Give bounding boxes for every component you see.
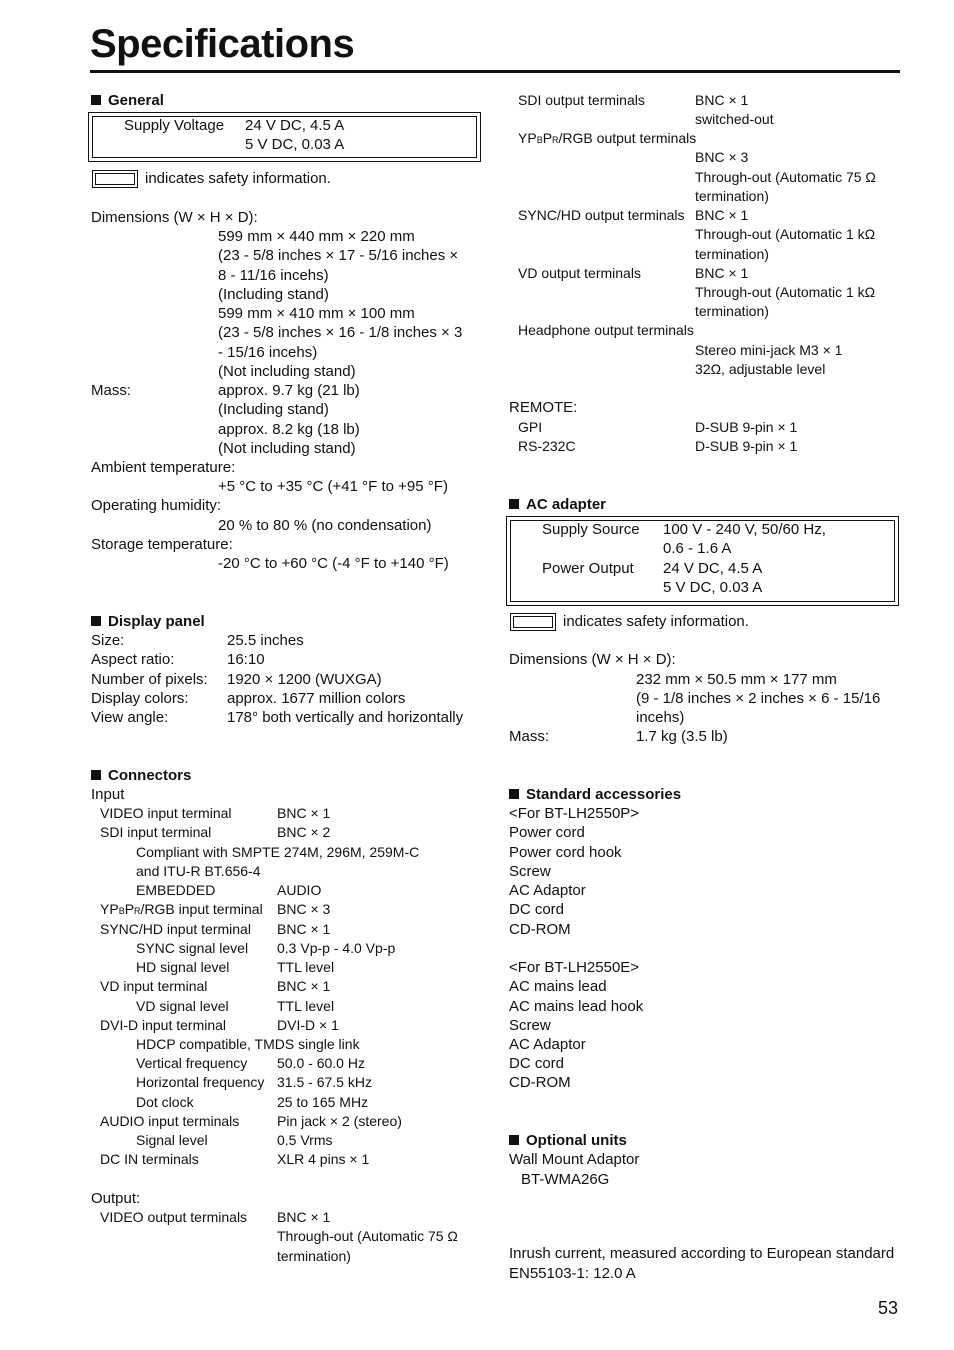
connector-value: BNC × 1 bbox=[277, 805, 331, 821]
display-row-value: 16:10 bbox=[227, 651, 265, 668]
supply-source-label: Supply Source bbox=[542, 521, 640, 538]
connector-value: BNC × 1 bbox=[277, 978, 331, 994]
connector-value: D-SUB 9-pin × 1 bbox=[695, 419, 798, 435]
power-output-value: 5 V DC, 0.03 A bbox=[663, 579, 763, 596]
accessory-item: DC cord bbox=[509, 1055, 565, 1072]
ypbpr-part: P bbox=[124, 901, 135, 917]
connector-value: TTL level bbox=[277, 959, 335, 975]
humidity-label: Operating humidity: bbox=[91, 497, 222, 514]
mass-line: approx. 9.7 kg (21 lb) bbox=[218, 382, 360, 399]
connector-note: switched-out bbox=[695, 111, 774, 127]
dimensions-line: (Including stand) bbox=[218, 286, 329, 303]
dimensions-line: 599 mm × 440 mm × 220 mm bbox=[218, 228, 415, 245]
connector-value: 32Ω, adjustable level bbox=[695, 361, 826, 377]
dimensions-line: (23 - 5/8 inches × 17 - 5/16 inches × bbox=[218, 247, 459, 264]
safety-symbol-icon bbox=[92, 170, 138, 188]
storage-label: Storage temperature: bbox=[91, 536, 233, 553]
page-number: 53 bbox=[878, 1298, 899, 1318]
connector-value: BNC × 1 bbox=[695, 265, 749, 281]
optional-model: BT-WMA26G bbox=[521, 1171, 610, 1188]
inrush-line-1: Inrush current, measured according to European standard bbox=[509, 1245, 895, 1262]
accessory-item: CD-ROM bbox=[509, 921, 571, 938]
connector-note: Through-out (Automatic 75 Ω bbox=[277, 1228, 458, 1244]
accessory-item: Power cord hook bbox=[509, 844, 622, 861]
display-row-value: 25.5 inches bbox=[227, 632, 304, 649]
connector-value: TTL level bbox=[277, 998, 335, 1014]
connector-value: BNC × 1 bbox=[277, 1209, 331, 1225]
connector-note: Compliant with SMPTE 274M, 296M, 259M-C bbox=[136, 844, 420, 860]
accessory-item: DC cord bbox=[509, 901, 565, 918]
connector-name: VIDEO output terminals bbox=[100, 1209, 248, 1225]
connector-value: 25 to 165 MHz bbox=[277, 1094, 369, 1110]
connector-name: VD input terminal bbox=[100, 978, 208, 994]
connector-name: AUDIO input terminals bbox=[100, 1113, 240, 1129]
square-bullet-icon bbox=[91, 770, 101, 780]
connector-name: SDI input terminal bbox=[100, 824, 212, 840]
dimensions-line: 599 mm × 410 mm × 100 mm bbox=[218, 305, 415, 322]
connector-name: VIDEO input terminal bbox=[100, 805, 232, 821]
connector-value: BNC × 3 bbox=[695, 149, 749, 165]
ypbpr-sub: B bbox=[118, 906, 125, 916]
connector-name: GPI bbox=[518, 419, 543, 435]
square-bullet-icon bbox=[509, 499, 519, 509]
supply-voltage-value-1: 24 V DC, 4.5 A bbox=[245, 117, 345, 134]
ypbpr-sub: B bbox=[536, 135, 543, 145]
inrush-line-2: EN55103-1: 12.0 A bbox=[509, 1265, 636, 1282]
square-bullet-icon bbox=[509, 1135, 519, 1145]
connector-name: Signal level bbox=[136, 1132, 208, 1148]
display-row-value: 178° both vertically and horizontally bbox=[227, 709, 464, 726]
accessories-model-e: <For BT-LH2550E> bbox=[509, 959, 640, 976]
mass-line: (Not including stand) bbox=[218, 440, 356, 457]
input-label: Input bbox=[91, 786, 125, 803]
connector-name: RS-232C bbox=[518, 438, 576, 454]
optional-heading-text: Optional units bbox=[526, 1132, 627, 1149]
mass-line: approx. 8.2 kg (18 lb) bbox=[218, 421, 360, 438]
ypbpr-part: YP bbox=[100, 901, 119, 917]
ac-dimensions-line: 232 mm × 50.5 mm × 177 mm bbox=[636, 671, 837, 688]
connector-note: HDCP compatible, TMDS single link bbox=[136, 1036, 360, 1052]
connector-value: BNC × 2 bbox=[277, 824, 331, 840]
connectors-heading bbox=[91, 766, 191, 785]
square-bullet-icon bbox=[91, 95, 101, 105]
connector-value: DVI-D × 1 bbox=[277, 1017, 339, 1033]
optional-item: Wall Mount Adaptor bbox=[509, 1151, 640, 1168]
connector-note: termination) bbox=[695, 303, 769, 319]
connector-value: AUDIO bbox=[277, 882, 322, 898]
accessory-item: AC mains lead bbox=[509, 978, 607, 995]
display-row-label: Aspect ratio: bbox=[91, 651, 175, 668]
connector-note: termination) bbox=[695, 246, 769, 262]
square-bullet-icon bbox=[91, 616, 101, 626]
connector-note: termination) bbox=[277, 1248, 351, 1264]
mass-label: Mass: bbox=[91, 382, 132, 399]
accessories-model-p: <For BT-LH2550P> bbox=[509, 805, 640, 822]
connector-value: Pin jack × 2 (stereo) bbox=[277, 1113, 402, 1129]
ypbpr-part: P bbox=[542, 130, 553, 146]
power-output-value: 24 V DC, 4.5 A bbox=[663, 560, 763, 577]
connector-name: DC IN terminals bbox=[100, 1151, 199, 1167]
connector-value: D-SUB 9-pin × 1 bbox=[695, 438, 798, 454]
dimensions-label: Dimensions (W × H × D): bbox=[91, 209, 258, 226]
storage-value: -20 °C to +60 °C (-4 °F to +140 °F) bbox=[218, 555, 449, 572]
humidity-value: 20 % to 80 % (no condensation) bbox=[218, 517, 432, 534]
supply-source-value: 100 V - 240 V, 50/60 Hz, bbox=[663, 521, 826, 538]
display-row-label: Number of pixels: bbox=[91, 671, 208, 688]
accessory-item: CD-ROM bbox=[509, 1074, 571, 1091]
dimensions-line: (Not including stand) bbox=[218, 363, 356, 380]
display-row-value: approx. 1677 million colors bbox=[227, 690, 406, 707]
connector-value: BNC × 1 bbox=[277, 921, 331, 937]
display-row-label: Display colors: bbox=[91, 690, 189, 707]
ypbpr-part: /RGB output terminals bbox=[558, 130, 697, 146]
display-heading-text: Display panel bbox=[108, 613, 205, 630]
connector-value: BNC × 3 bbox=[277, 901, 331, 917]
general-heading-text: General bbox=[108, 92, 164, 109]
supply-voltage-value-2: 5 V DC, 0.03 A bbox=[245, 136, 345, 153]
connector-value: XLR 4 pins × 1 bbox=[277, 1151, 370, 1167]
connector-note: Through-out (Automatic 1 kΩ bbox=[695, 284, 876, 300]
ac-dimensions-line: incehs) bbox=[636, 709, 685, 726]
connector-name: Vertical frequency bbox=[136, 1055, 248, 1071]
general-heading bbox=[91, 91, 164, 110]
connector-value: Stereo mini-jack M3 × 1 bbox=[695, 342, 843, 358]
connector-name: Headphone output terminals bbox=[518, 322, 694, 338]
ac-mass-value: 1.7 kg (3.5 lb) bbox=[636, 728, 728, 745]
ambient-value: +5 °C to +35 °C (+41 °F to +95 °F) bbox=[218, 478, 448, 495]
ypbpr-sub: R bbox=[552, 135, 559, 145]
connector-value: BNC × 1 bbox=[695, 207, 749, 223]
accessory-item: Power cord bbox=[509, 824, 585, 841]
connector-value: 0.5 Vrms bbox=[277, 1132, 333, 1148]
connector-name-ypbpr bbox=[100, 900, 263, 921]
connector-note: Through-out (Automatic 75 Ω bbox=[695, 169, 876, 185]
connector-name: EMBEDDED bbox=[136, 882, 216, 898]
safety-note: indicates safety information. bbox=[563, 613, 749, 630]
display-row-label: Size: bbox=[91, 632, 125, 649]
ac-adapter-heading bbox=[509, 495, 606, 514]
connector-name: VD signal level bbox=[136, 998, 229, 1014]
connector-name: SYNC/HD output terminals bbox=[518, 207, 685, 223]
connectors-heading-text: Connectors bbox=[108, 767, 192, 784]
connector-value: 0.3 Vp-p - 4.0 Vp-p bbox=[277, 940, 396, 956]
ac-adapter-heading-text: AC adapter bbox=[526, 496, 607, 513]
mass-line: (Including stand) bbox=[218, 401, 329, 418]
connector-name: SDI output terminals bbox=[518, 92, 645, 108]
connector-name: VD output terminals bbox=[518, 265, 641, 281]
safety-note: indicates safety information. bbox=[145, 170, 331, 187]
optional-heading bbox=[509, 1131, 627, 1150]
ac-mass-label: Mass: bbox=[509, 728, 550, 745]
display-row-value: 1920 × 1200 (WUXGA) bbox=[227, 671, 382, 688]
page-title: Specifications bbox=[90, 22, 355, 66]
accessories-heading bbox=[509, 785, 681, 804]
connector-note: and ITU-R BT.656-4 bbox=[136, 863, 261, 879]
dimensions-line: - 15/16 incehs) bbox=[218, 344, 318, 361]
connector-name: SYNC signal level bbox=[136, 940, 249, 956]
connector-value: 31.5 - 67.5 kHz bbox=[277, 1074, 372, 1090]
connector-name: Dot clock bbox=[136, 1094, 194, 1110]
accessory-item: AC Adaptor bbox=[509, 882, 586, 899]
ypbpr-sub: R bbox=[134, 906, 141, 916]
connector-name-ypbpr-out bbox=[518, 129, 696, 150]
dimensions-line: (23 - 5/8 inches × 16 - 1/8 inches × 3 bbox=[218, 324, 463, 341]
supply-voltage-label: Supply Voltage bbox=[124, 117, 225, 134]
ypbpr-part: /RGB input terminal bbox=[140, 901, 263, 917]
supply-source-value: 0.6 - 1.6 A bbox=[663, 540, 732, 557]
ambient-label: Ambient temperature: bbox=[91, 459, 236, 476]
ac-dimensions-label: Dimensions (W × H × D): bbox=[509, 651, 676, 668]
accessories-heading-text: Standard accessories bbox=[526, 786, 682, 803]
display-row-label: View angle: bbox=[91, 709, 169, 726]
connector-name: DVI-D input terminal bbox=[100, 1017, 227, 1033]
connector-name: Horizontal frequency bbox=[136, 1074, 265, 1090]
connector-value: BNC × 1 bbox=[695, 92, 749, 108]
connector-name: HD signal level bbox=[136, 959, 230, 975]
safety-symbol-icon bbox=[510, 613, 556, 631]
accessory-item: AC Adaptor bbox=[509, 1036, 586, 1053]
title-rule bbox=[90, 70, 900, 73]
ypbpr-part: YP bbox=[518, 130, 537, 146]
accessory-item: Screw bbox=[509, 863, 551, 880]
ac-dimensions-line: (9 - 1/8 inches × 2 inches × 6 - 15/16 bbox=[636, 690, 881, 707]
connector-note: termination) bbox=[695, 188, 769, 204]
accessory-item: Screw bbox=[509, 1017, 551, 1034]
power-output-label: Power Output bbox=[542, 560, 634, 577]
connector-value: 50.0 - 60.0 Hz bbox=[277, 1055, 365, 1071]
accessory-item: AC mains lead hook bbox=[509, 998, 644, 1015]
dimensions-line: 8 - 11/16 incehs) bbox=[218, 267, 329, 284]
square-bullet-icon bbox=[509, 789, 519, 799]
connector-name: SYNC/HD input terminal bbox=[100, 921, 251, 937]
display-heading bbox=[91, 612, 205, 631]
remote-label: REMOTE: bbox=[509, 399, 578, 416]
output-label: Output: bbox=[91, 1190, 141, 1207]
connector-note: Through-out (Automatic 1 kΩ bbox=[695, 226, 876, 242]
